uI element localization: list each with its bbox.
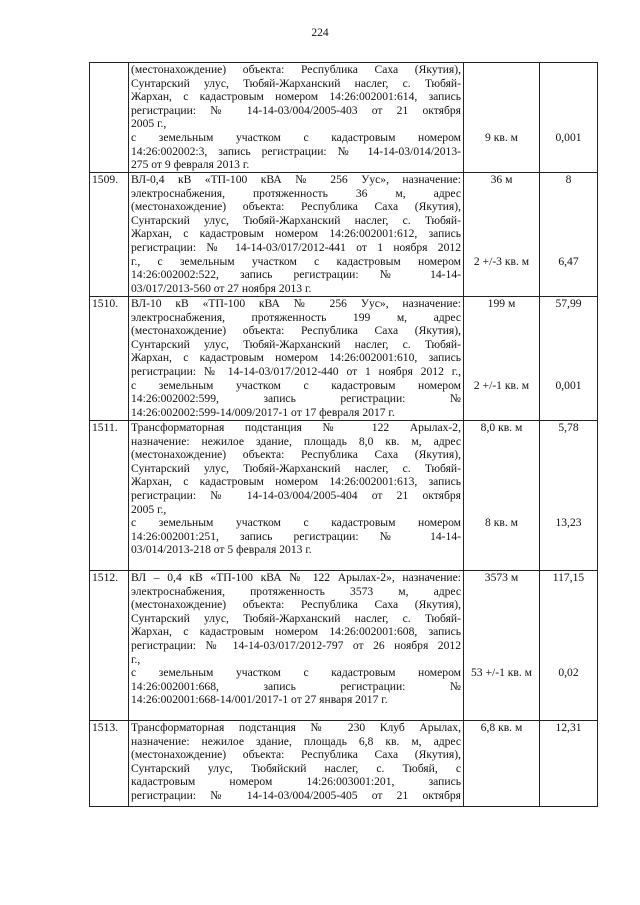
description-line: ВЛ – 0,4 кВ «ТП-100 кВА № 122 Арылах-2», назначение: — [131, 571, 461, 584]
table-row — [90, 421, 598, 571]
description-line: Жархан, с кадастровым номером 14:26:002001:608, запись — [131, 625, 461, 639]
object-value-cell — [540, 421, 598, 571]
object-size-cell — [464, 571, 540, 721]
description-line: Сунтарский улус, Тюбяй-Жарханский наслег, с. Тюбяй- — [131, 461, 461, 475]
description-line: Сунтарский улус, Тюбяй-Жарханский наслег, с. Тюбяй- — [131, 611, 461, 625]
description-line: (местонахождение) объекта: Республика Саха (Якутия), — [131, 324, 461, 338]
description-line: регистрации: № 14-14-03/017/2012-440 от 1 ноября 2012 г., — [131, 364, 461, 378]
object-value-cell — [540, 571, 598, 721]
row-number: 1509. — [90, 173, 129, 297]
description-line: Сунтарский улус, Тюбяйский наслег, с. Тюбяй, с — [131, 761, 461, 775]
description-line: Трансформаторная подстанция № 230 Клуб Арылах, — [131, 721, 461, 734]
land-plot-size: 9 кв. м — [485, 131, 518, 144]
description-line: 275 от 9 февраля 2013 г. — [131, 158, 250, 172]
land-plot-size: 53 +/-1 кв. м — [470, 666, 533, 680]
description-line: кадастровым номером 14:26:003001:201, запись — [131, 775, 461, 789]
description-line: (местонахождение) объекта: Республика Саха (Якутия), — [131, 200, 461, 214]
object-size-cell — [464, 297, 540, 421]
object-size: 8,0 кв. м — [480, 421, 523, 434]
description-line: г., с земельным участком с кадастровым номером — [131, 254, 461, 268]
land-plot-size: 2 +/-3 кв. м — [473, 254, 530, 268]
description-line: электроснабжения, протяженность 199 м, адрес — [131, 310, 461, 324]
description-line: Жархан, с кадастровым номером 14:26:002001:610, запись — [131, 351, 461, 365]
description-line: (местонахождение) объекта: Республика Саха (Якутия), — [131, 448, 461, 462]
object-value: 8 — [565, 173, 572, 186]
row-number: 1510. — [90, 297, 129, 421]
description-line: с земельным участком с кадастровым номером — [131, 666, 461, 680]
description-line: Трансформаторная подстанция № 122 Арылах-2, — [131, 421, 461, 434]
row-number: 1512. — [90, 571, 129, 721]
description-line: с земельным участком с кадастровым номером — [131, 516, 461, 530]
object-size: 3573 м — [484, 571, 519, 584]
table-row — [90, 297, 598, 421]
object-value: 12,31 — [555, 721, 582, 734]
description-line: 14:26:002002:3, запись регистрации: № 14-14-03/014/2013- — [131, 144, 461, 158]
description-line: Жархан, с кадастровым номером 14:26:002001:614, запись — [131, 90, 461, 104]
description-line: Жархан, с кадастровым номером 14:26:002001:612, запись — [131, 227, 461, 241]
description-line: Сунтарский улус, Тюбяй-Жарханский наслег, с. Тюбяй- — [131, 213, 461, 227]
description-line: электроснабжения, протяженность 3573 м, адрес — [131, 584, 461, 598]
description-line: с земельным участком с кадастровым номером — [131, 130, 461, 144]
land-plot-value: 13,23 — [555, 516, 582, 530]
object-size: 6,8 кв. м — [480, 721, 523, 734]
description-line: 14:26:002002:599-14/009/2017-1 от 17 февраля 2017 г. — [131, 405, 395, 419]
object-description — [129, 173, 464, 297]
row-number: 1513. — [90, 721, 129, 807]
description-line: ВЛ-10 кВ «ТП-100 кВА № 256 Уус», назначение: — [131, 297, 461, 310]
description-line: 14:26:002001:668-14/001/2017-1 от 27 января 2017 г. — [131, 693, 388, 707]
table-row — [90, 173, 598, 297]
description-line: 14:26:002002:599, запись регистрации: № — [131, 392, 461, 406]
object-description — [129, 421, 464, 571]
description-line: г., — [131, 652, 141, 666]
description-line: регистрации: № 14-14-03/004/2005-405 от 21 октября — [131, 788, 461, 802]
table-row — [90, 571, 598, 721]
land-plot-size: 2 +/-1 кв. м — [473, 378, 530, 392]
description-line: 03/017/2013-560 от 27 ноября 2013 г. — [131, 281, 312, 295]
row-number — [90, 63, 129, 173]
description-line: регистрации: № 14-14-03/017/2012-441 от 1 ноября 2012 — [131, 240, 461, 254]
description-line: регистрации: № 14-14-03/004/2005-403 от 21 октября — [131, 103, 461, 117]
description-line: регистрации: № 14-14-03/004/2005-404 от 21 октября — [131, 488, 461, 502]
description-line: Сунтарский улус, Тюбяй-Жарханский наслег, с. Тюбяй- — [131, 76, 461, 90]
description-line: 14:26:002001:251, запись регистрации: № 14-14- — [131, 529, 461, 543]
land-plot-value: 6,47 — [558, 254, 579, 268]
land-plot-value: 0,001 — [555, 378, 582, 392]
description-line: назначение: нежилое здание, площадь 8,0 кв. м, адрес — [131, 434, 461, 448]
object-size: 199 м — [487, 297, 516, 310]
description-line: Сунтарский улус, Тюбяй-Жарханский наслег, с. Тюбяй- — [131, 337, 461, 351]
description-line: 2005 г., — [131, 117, 167, 131]
land-plot-value: 0,02 — [558, 666, 579, 680]
object-size-cell — [464, 173, 540, 297]
table-row — [90, 63, 598, 173]
object-size-cell — [464, 421, 540, 571]
table-body — [90, 63, 598, 807]
description-line: электроснабжения, протяженность 36 м, адрес — [131, 186, 461, 200]
table-row — [90, 721, 598, 807]
description-line: (местонахождение) объекта: Республика Саха (Якутия), — [131, 63, 461, 76]
description-line: с земельным участком с кадастровым номером — [131, 378, 461, 392]
property-registry-table — [89, 62, 598, 807]
object-size-cell — [464, 721, 540, 807]
description-line: регистрации: № 14-14-03/017/2012-797 от 26 ноября 2012 — [131, 638, 461, 652]
land-plot-size: 8 кв. м — [485, 516, 518, 530]
description-line: (местонахождение) объекта: Республика Саха (Якутия), — [131, 748, 461, 762]
object-value: 5,78 — [558, 421, 579, 434]
object-size-cell — [464, 63, 540, 173]
description-line: 2005 г., — [131, 502, 167, 516]
land-plot-value: 0,001 — [555, 131, 582, 144]
object-value-cell — [540, 173, 598, 297]
object-description — [129, 297, 464, 421]
object-description — [129, 63, 464, 173]
description-line: ВЛ-0,4 кВ «ТП-100 кВА № 256 Уус», назначение: — [131, 173, 461, 186]
description-line: Жархан, с кадастровым номером 14:26:002001:613, запись — [131, 475, 461, 489]
page-number: 224 — [311, 27, 329, 39]
row-number: 1511. — [90, 421, 129, 571]
object-size: 36 м — [490, 173, 513, 186]
description-line: (местонахождение) объекта: Республика Саха (Якутия), — [131, 598, 461, 612]
object-value-cell — [540, 297, 598, 421]
object-value-cell — [540, 721, 598, 807]
description-line: назначение: нежилое здание, площадь 6,8 кв. м, адрес — [131, 734, 461, 748]
object-value: 117,15 — [552, 571, 585, 584]
object-description — [129, 571, 464, 721]
description-line: 03/014/2013-218 от 5 февраля 2013 г. — [131, 543, 312, 557]
description-line: 14:26:002001:668, запись регистрации: № — [131, 679, 461, 693]
object-description — [129, 721, 464, 807]
description-line: 14:26:002002:522, запись регистрации: № 14-14- — [131, 268, 461, 282]
object-value-cell — [540, 63, 598, 173]
object-value: 57,99 — [555, 297, 582, 310]
